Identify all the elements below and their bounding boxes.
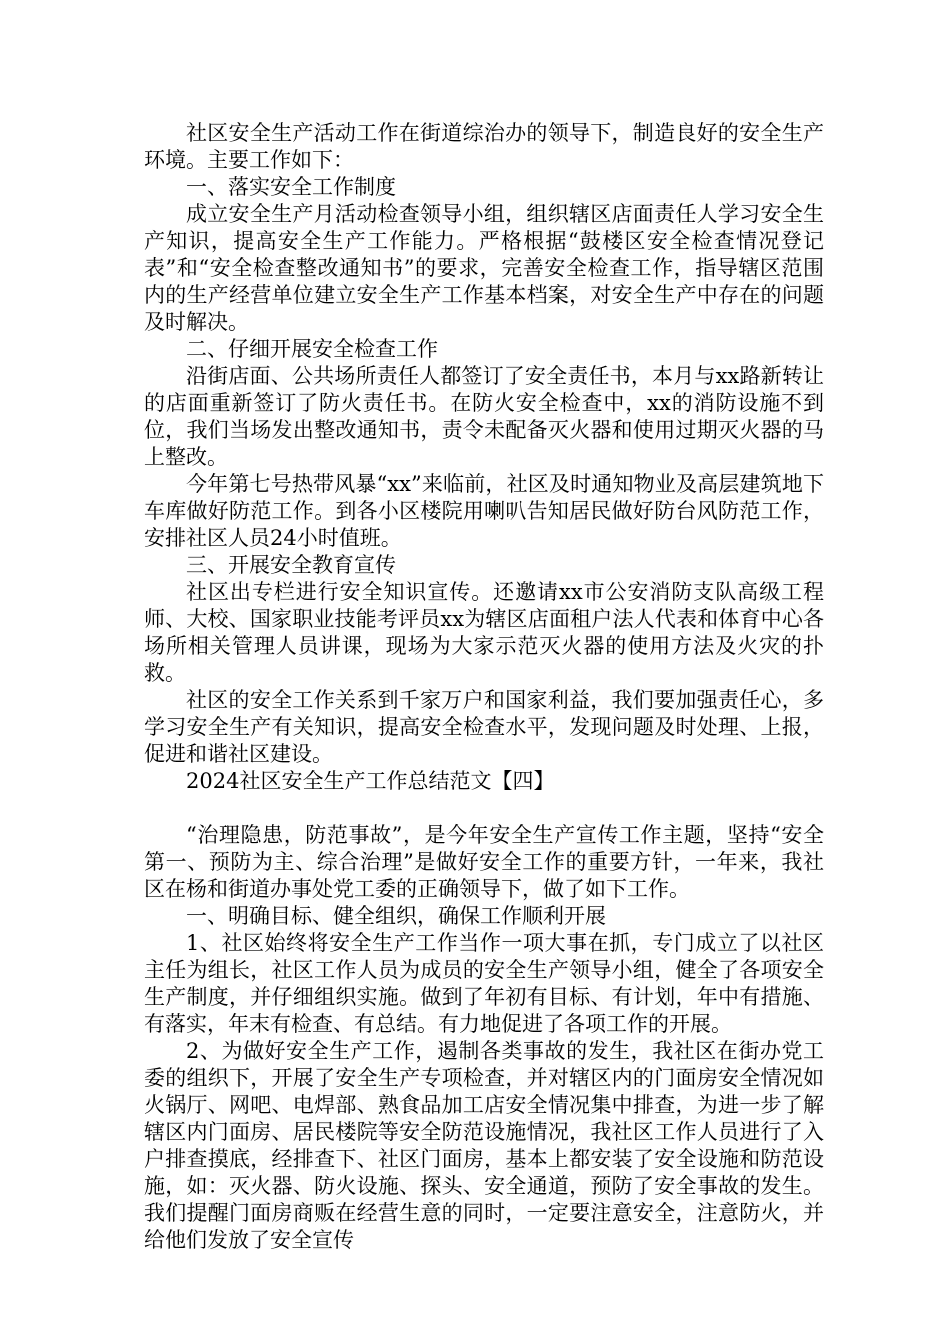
blank-line xyxy=(144,795,824,822)
intro-paragraph: 社区安全生产活动工作在街道综治办的领导下，制造良好的安全生产环境。主要工作如下： xyxy=(144,121,824,172)
body-paragraph: 1、社区始终将安全生产工作当作一项大事在抓，专门成立了以社区主任为组长，社区工作人员为成员的安全生产领导小组，健全了各项安全生产制度，并仔细组织实施。做到了年初有目标、有计划，年中有措施、有落实，年末有检查、有总结。有力地促进了各项工作的开展。 xyxy=(144,931,824,1036)
article-title: 2024社区安全生产工作总结范文【四】 xyxy=(186,769,555,793)
body-paragraph: 沿街店面、公共场所责任人都签订了安全责任书，本月与xx路新转让的店面重新签订了防火责任书。在防火安全检查中，xx的消防设施不到位，我们当场发出整改通知书，责令未配备灭火器和使用过期灭火器的马上整改。 xyxy=(144,364,824,469)
body-paragraph: 社区出专栏进行安全知识宣传。还邀请xx市公安消防支队高级工程师、大校、国家职业技能考评员xx为辖区店面租户法人代表和体育中心各场所相关管理人员讲课，现场为大家示范灭火器的使用方法及火灾的扑救。 xyxy=(144,580,824,685)
section-heading-4: 一、明确目标、健全组织，确保工作顺利开展 xyxy=(186,904,606,928)
section-heading-2: 二、仔细开展安全检查工作 xyxy=(186,337,438,361)
body-paragraph: 今年第七号热带风暴“xx”来临前，社区及时通知物业及高层建筑地下车库做好防范工作。到各小区楼院用喇叭告知居民做好防台风防范工作，安排社区人员24小时值班。 xyxy=(144,472,824,550)
body-paragraph: “治理隐患，防范事故”，是今年安全生产宣传工作主题，坚持“安全第一、预防为主、综合治理”是做好安全工作的重要方针，一年来，我社区在杨和街道办事处党工委的正确领导下，做了如下工作。 xyxy=(144,823,824,901)
body-paragraph: 成立安全生产月活动检查领导小组，组织辖区店面责任人学习安全生产知识，提高安全生产工作能力。严格根据“鼓楼区安全检查情况登记表”和“安全检查整改通知书”的要求，完善安全检查工作，指导辖区范围内的生产经营单位建立安全生产工作基本档案，对安全生产中存在的问题及时解决。 xyxy=(144,202,824,334)
body-paragraph: 社区的安全工作关系到千家万户和国家利益，我们要加强责任心，多学习安全生产有关知识，提高安全检查水平，发现问题及时处理、上报，促进和谐社区建设。 xyxy=(144,688,824,766)
document-page xyxy=(144,120,824,1254)
section-heading-1: 一、落实安全工作制度 xyxy=(186,175,396,199)
body-paragraph: 2、为做好安全生产工作，遏制各类事故的发生，我社区在街办党工委的组织下，开展了安全生产专项检查，并对辖区内的门面房安全情况如火锅厅、网吧、电焊部、熟食品加工店安全情况集中排查，为进一步了解辖区内门面房、居民楼院等安全防范设施情况，我社区工作人员进行了入户排查摸底，经排查下、社区门面房，基本上都安装了安全设施和防范设施，如：灭火器、防火设施、探头、安全通道，预防了安全事故的发生。我们提醒门面房商贩在经营生意的同时，一定要注意安全，注意防火，并给他们发放了安全宣传 xyxy=(144,1039,824,1252)
section-heading-3: 三、开展安全教育宣传 xyxy=(186,553,396,577)
